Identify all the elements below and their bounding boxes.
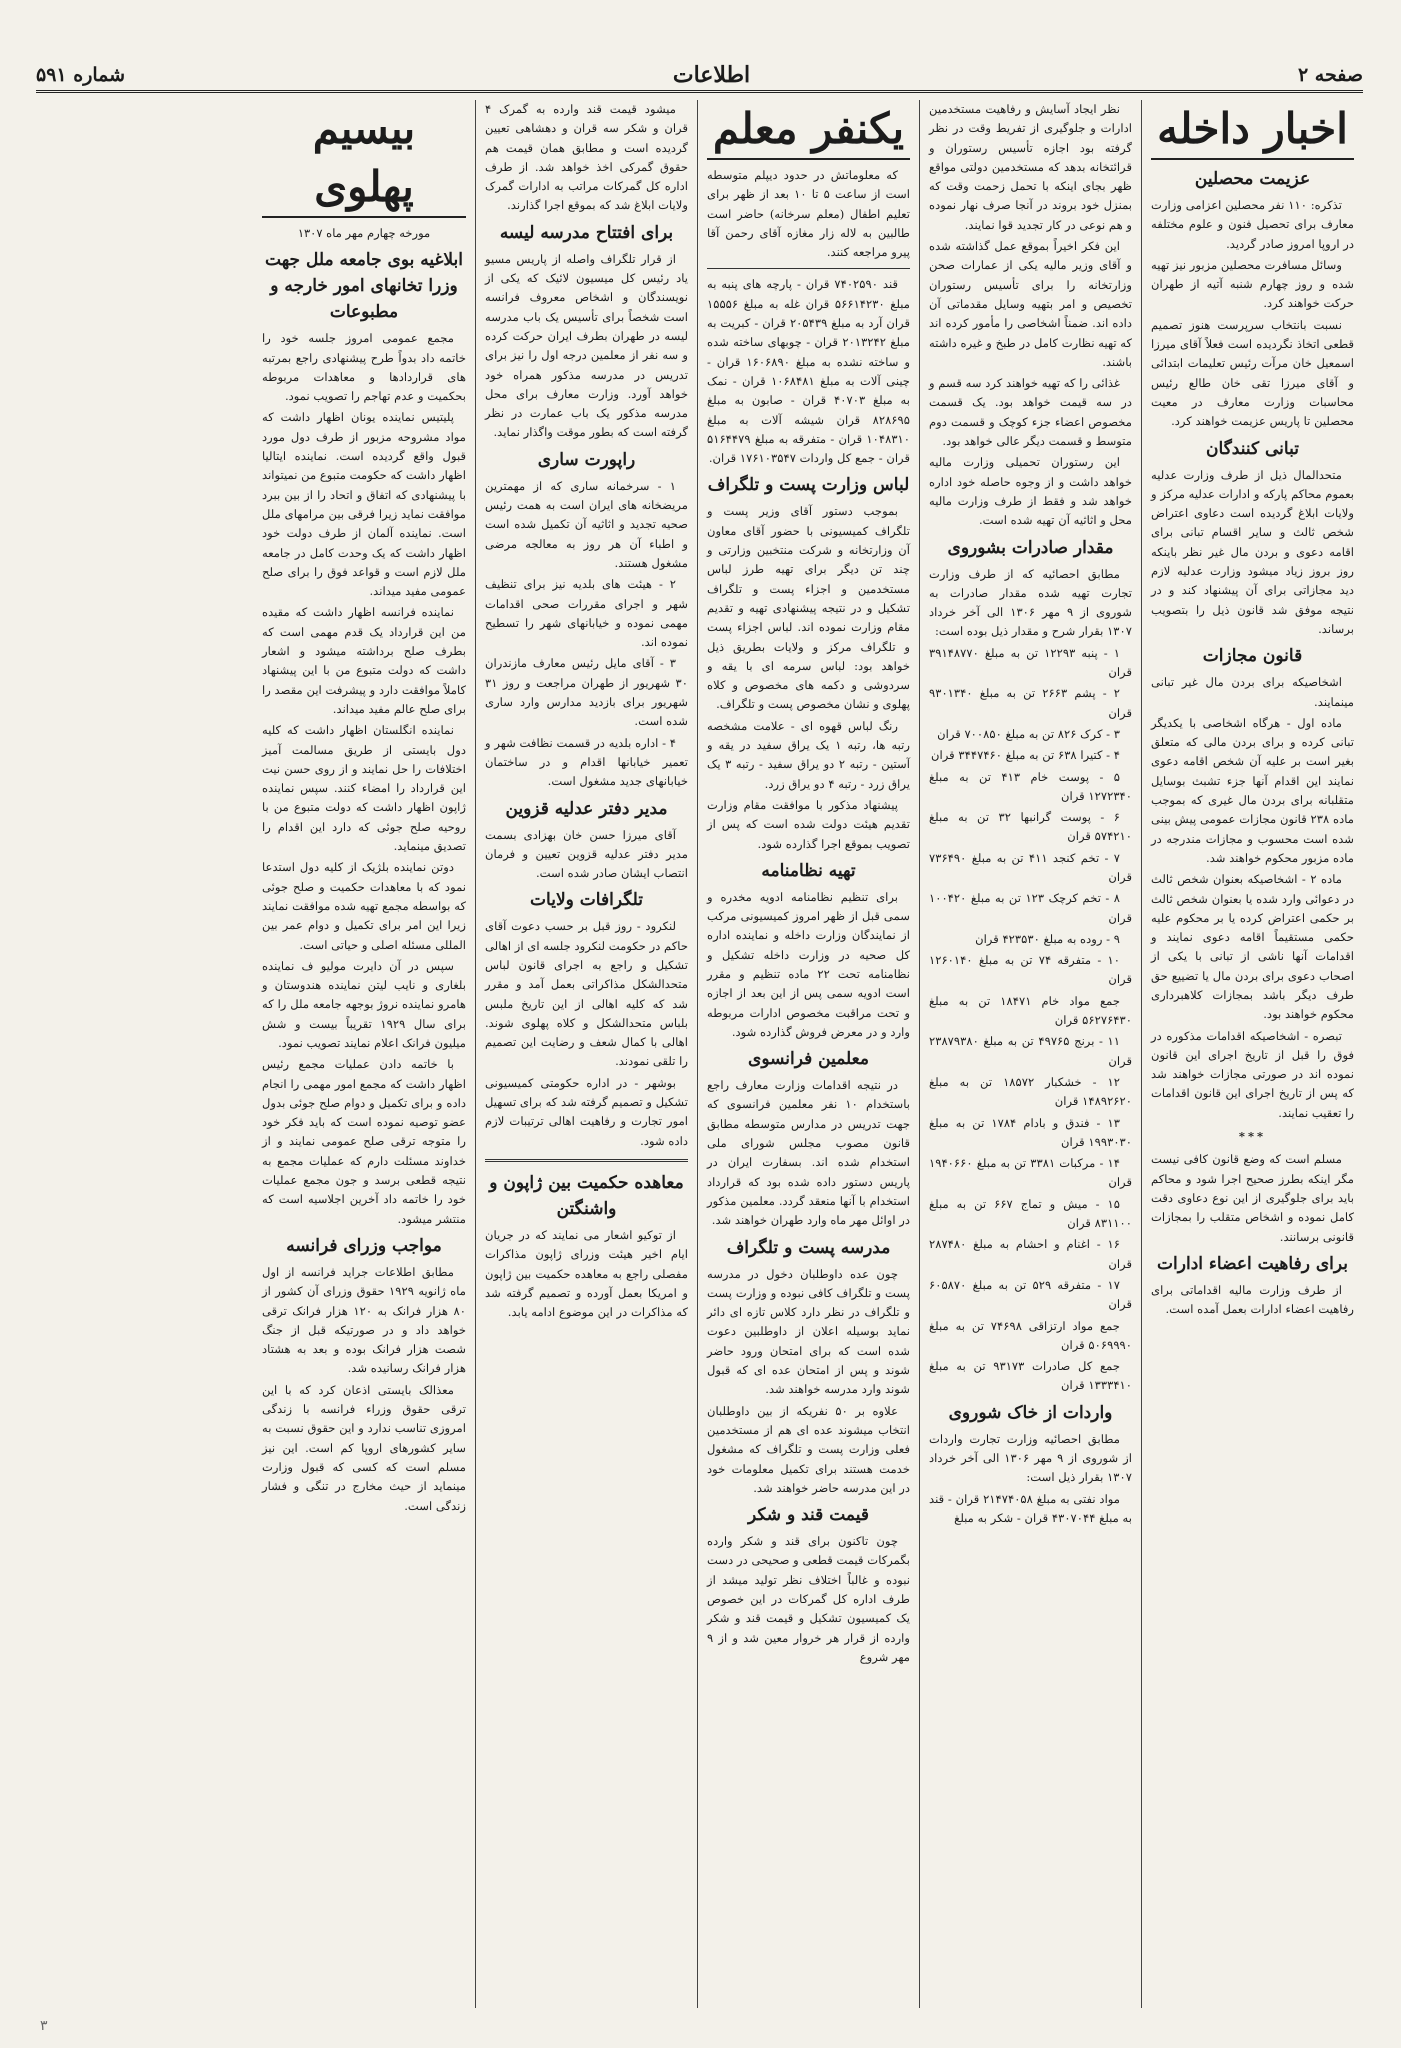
article-text: پیشنهاد مذکور با موافقت مقام وزارت تقدیم هیئت دولت شده است که پس از تصویب بموقع اجرا گذارده شود. bbox=[707, 797, 910, 851]
article-text: این فکر اخیراً بموقع عمل گذاشته شده و آقای وزیر مالیه یکی از عمارات صحن وزارتخانه را برای تأسیس رستوران تخصیص و امر بتهیه وسایل مقدماتی آن داده اند. ضمناً اشخاصی را مأمور کرده اند که تهیه نظارت کامل در طبخ و غیره داشته باشند. bbox=[929, 239, 1132, 369]
headline-staff-welfare: برای رفاهیت اعضاء ادارات bbox=[1157, 1253, 1348, 1274]
headline-students-departure: عزیمت محصلین bbox=[1194, 169, 1311, 189]
article-text: در نتیجه اقدامات وزارت معارف راجع باستخدام ۱۰ نفر معلمین فرانسوی که جهت تدریس در مدارس متوسطه مطابق قانون مصوب مجلس شورای ملی استخدام شده اند. بسفارت ایران در پاریس دستور داده شده بود که قرارداد استخدام با آنها منعقد گردد. معلمین مذکور در اوائل مهر ماه وارد طهران خواهند شد. bbox=[707, 1078, 910, 1228]
headline-sari-report: راپورت ساری bbox=[537, 449, 636, 470]
article-text: معذالک بایستی اذعان کرد که با این ترقی حقوق وزراء فرانسه با زندگی امروزی تناسب ندارد و این حقوق نسبت به سایر کشورهای اروپا کم است. این نیز مسلم است که کسی که قبول وزارت مینماید از حیث مخارج در تنگی و فشار زندگی است. bbox=[262, 1382, 466, 1513]
article-text: این رستوران تحمیلی وزارت مالیه خواهد داشت و از وجوه حاصله خود اداره خواهد شد و فقط از طرف وزارت مالیه محل و اثاثیه آن تهیه شده است. bbox=[929, 455, 1132, 528]
article-text: چون تاکنون برای قند و شکر وارده بگمرکات قیمت قطعی و صحیحی در دست نبوده و غالباً اختلاف نظر تولید میشد از طرف اداره کل گمرکات در این خصوص یک کمیسیون تشکیل و قیمت قند و شکر وارده از قرار هر خروار معین شد و از ۹ مهر شروع bbox=[707, 1534, 910, 1664]
article-text: از طرف وزارت مالیه اقداماتی برای رفاهیت اعضاء ادارات بعمل آمده است. bbox=[1151, 1282, 1354, 1317]
export-item: ۱۵ - میش و تماج ۶۶۷ تن به مبلغ ۸۳۱۱۰۰ قران bbox=[929, 1196, 1132, 1231]
export-item: ۱۱ - برنج ۴۹۷۶۵ تن به مبلغ ۲۳۸۷۹۳۸۰ قران bbox=[929, 1034, 1132, 1068]
headline-colluders: تبانی کنندگان bbox=[1206, 438, 1299, 459]
article-text: ۳ - آقای مایل رئیس معارف مازندران ۳۰ شهریور از طهران مراجعت و روز ۳۱ شهریور برای بازدید مدارس وارد ساری شده است. bbox=[485, 656, 688, 729]
article-text: پلیتیس نماینده یونان اظهار داشت که مواد مشروحه مزبور از طرف دول مورد قبول واقع گردیده است. نماینده ایتالیا اظهار داشت که حکومت متبوع من نمیتواند با پیشنهادی که اتفاق و اتحاد را از بین ببرد موافقت نماید زیرا فرقی بین مرامهای ملل است. نماینده آلمان از طرف دولت خود اظهار داشت که یک وحدت کامل در جامعه ملل لازم است و قواعد فوق را برای صلح عمومی مفید میداند. bbox=[261, 410, 466, 599]
article-text: مواد نفتی به مبلغ ۲۱۴۷۴۰۵۸ قران - قند به مبلغ ۴۳۰۷۰۴۴ قران - شکر به مبلغ bbox=[929, 1491, 1132, 1525]
domestic-news-title: اخبار داخله bbox=[1151, 100, 1354, 160]
page-mark: ۳ bbox=[40, 2018, 48, 2034]
export-item: ۷ - تخم کنجد ۴۱۱ تن به مبلغ ۷۳۶۴۹۰ قران bbox=[929, 850, 1132, 884]
headline-french-teachers: معلمین فرانسوی bbox=[748, 1049, 869, 1070]
article-text: متحدالمال ذیل از طرف وزارت عدلیه بعموم محاکم پارکه و ادارات عدلیه مرکز و ولایات ابلاغ گردیده است دعاوی اعتراض شخص ثالث و سایر اقسام تبانی برای اقامه دعوی و بردن مال غیر نظر باینکه روز بروز زیاد میشود وزارت عدلیه لازم دید مجازاتی برای آن پیشنهاد کند و در نتیجه موفق شد قانون ذیل را بتصویب برساند. bbox=[1151, 467, 1354, 636]
export-item: ۱۰ - متفرقه ۷۴ تن به مبلغ ۱۲۶۰۱۴۰ قران bbox=[929, 953, 1132, 987]
headline-arbitration-treaty: معاهده حکمیت بین ژاپون و واشنگتن bbox=[489, 1172, 684, 1219]
article-text: ۴ - اداره بلدیه در قسمت نظافت شهر و تعمیر خیابانها اقدام و در ساختمان خیابانهای جدید مشغول است. bbox=[485, 735, 688, 789]
article-text: رنگ لباس قهوه ای - علامت مشخصه رتبه ها، رتبه ۱ یک یراق سفید در یقه و آستین - رتبه ۲ دو یراق سفید - رتبه ۳ یک یراق زرد - رتبه ۴ دو یراق زرد. bbox=[707, 718, 911, 791]
export-total: جمع مواد خام ۱۸۴۷۱ تن به مبلغ ۵۶۲۷۶۴۳۰ قران bbox=[929, 993, 1132, 1028]
article-text: غذائی را که تهیه خواهند کرد سه قسم و در سه قیمت خواهد بود. یک قسمت مخصوص اعضاء جزء کوچک و قسمت دوم متوسط و قسمت دیگر عالی خواهد بود. bbox=[929, 376, 1132, 449]
headline-exports-to-soviet: مقدار صادرات بشوروی bbox=[947, 537, 1114, 558]
article-text: مطابق اطلاعات جراید فرانسه از اول ماه ژانویه ۱۹۲۹ حقوق وزرای آن کشور از ۸۰ هزار فرانک به ۱۲۰ هزار فرانک ترقی خواهد داد و در صورتیکه قبل از جنگ شصت هزار فرانک بوده و بعد به هشتاد هزار فرانک رسانیده شد. bbox=[262, 1264, 466, 1376]
headline-post-school: مدرسه پست و تلگراف bbox=[726, 1237, 891, 1258]
article-text: بوشهر - در اداره حکومتی کمیسیونی تشکیل و تصمیم گرفته شد که برای تسهیل امور تجارت و رفاهیت اهالی ترتیبات لازم داده شود. bbox=[485, 1075, 688, 1148]
article-text: قند ۷۴۰۲۵۹۰ قران - پارچه های پنبه به مبلغ ۵۶۶۱۴۲۳۰ قران غله به مبلغ ۱۵۵۵۶ قران آرد به مبلغ ۲۰۵۴۳۹ قران - کبریت به مبلغ ۲۰۱۳۲۴۲ قران - چوبهای ساخته شده و ساخته نشده به مبلغ ۱۶۰۶۸۹۰ قران - چینی آلات به مبلغ ۱۰۶۸۴۸۱ قران - نمک به مبلغ ۴۰۷۰۳ قران - صابون به مبلغ ۸۲۸۶۹۵ قران شیشه آلات به مبلغ ۱۰۴۸۳۱۰ قران - متفرقه به مبلغ ۵۱۶۴۴۷۹ قران - جمع کل واردات ۱۷۶۱۰۳۵۴۷ قران. bbox=[707, 277, 911, 466]
issue-number: شماره ۵۹۱ bbox=[36, 64, 126, 86]
article-text: مجمع عمومی امروز جلسه خود را خاتمه داد بدواً طرح پیشنهادی راجع بمرتبه های قراردادها و معاهدات مربوطه بحکمیت و عدم تهاجم را تصویب نمود. bbox=[262, 331, 466, 404]
headline-qazvin-justice: مدیر دفتر عدلیه قزوین bbox=[505, 798, 668, 819]
article-text: ماده اول - هرگاه اشخاصی با یکدیگر تبانی کرده و برای بردن مالی که متعلق بغیر است بر علیه آن شخص اقامه دعوی نمایند این اقدام آنها جزء تشبث بوسایل متقلبانه برای بردن مال غیری که بموجب ماده ۲۳۸ قانون مجازات عمومی پیش بینی شده است محسوب و مجازات مندرجه در ماده مزبور محکوم خواهند شد. bbox=[1151, 715, 1354, 865]
column-domestic-news bbox=[1141, 100, 1363, 2008]
export-total: جمع کل صادرات ۹۳۱۷۳ تن به مبلغ ۱۳۳۳۴۱۰ قران bbox=[929, 1359, 1132, 1393]
export-item: ۹ - روده به مبلغ ۴۲۳۵۳۰ قران bbox=[975, 931, 1120, 946]
article-text: تبصره - اشخاصیکه اقدامات مذکوره در فوق را قبل از تاریخ اجرای این قانون نموده اند در صورتی مجازات خواهند شد که پس از تاریخ اجرای این قانون اقدامات را تعقیب نمایند. bbox=[1151, 1028, 1354, 1120]
article-text: نماینده فرانسه اظهار داشت که مقیده من این قرارداد یک قدم مهمی است که بطرف صلح برداشته میشود و اشعار داشت که دولت متبوع من با این پیشنهاد کاملاً موافقت دارد و پیشرفت این مقصد را برای صلح عالم مفید میداند. bbox=[262, 605, 466, 716]
export-total: جمع مواد ارتزاقی ۷۴۶۹۸ تن به مبلغ ۵۰۶۹۹۹۰ قران bbox=[929, 1318, 1132, 1352]
export-item: ۲ - پشم ۲۶۶۳ تن به مبلغ ۹۳۰۱۳۴۰ قران bbox=[929, 686, 1132, 720]
article-text: نسبت بانتخاب سرپرست هنوز تصمیم قطعی اتخاذ نگردیده است فعلاً آقای میرزا اسمعیل خان مرآت رئیس تعلیمات ابتدائی و آقای میرزا تقی خان طالع رئیس محاسبات وزارت معارف در معیت محصلین تا پاریس عزیمت خواهند کرد. bbox=[1151, 317, 1354, 429]
article-text: ۱ - سرخمانه ساری که از مهمترین مریضخانه های ایران است به همت رئیس صحیه تجدید و اثاثیه آن تکمیل شده است و اطباء آن هر روز به معالجه مرضی مشغول هستند. bbox=[485, 478, 688, 570]
article-text: نظر ایجاد آسایش و رفاهیت مستخدمین ادارات و جلوگیری از تفریط وقت در نظر گرفته بود اجازه تأسیس رستوران و قرائتخانه بدهد که مستخدمین دولتی مواقع ظهر بجای اینکه با تحمل زحمت وقت که بمنزل خود بروند در آنجا صرف نهار نموده و هم نوعی در کار تجدید قوا نمایند. bbox=[929, 102, 1132, 232]
article-text: وسائل مسافرت محصلین مزبور نیز تهیه شده و روز چهارم شنبه آتیه از طهران حرکت خواهند کرد. bbox=[1151, 257, 1354, 311]
article-text: چون عده داوطلبان دخول در مدرسه پست و تلگراف کافی نبوده و وزارت پست و تلگراف در نظر دارد کلاس تازه ای دائر نماید بوسیله اعلان از داوطلبین دعوت شده است که برای امتحان ورود حاضر شوند و پس از امتحان عده ای که قبول شوند وارد مدرسه خواهند شد. bbox=[707, 1266, 910, 1397]
headline-penalty-law: قانون مجازات bbox=[1202, 646, 1303, 667]
divider bbox=[485, 1159, 688, 1162]
export-item: ۱۳ - فندق و بادام ۱۷۸۴ تن به مبلغ ۱۹۹۳۰۳۰ قران bbox=[929, 1115, 1132, 1149]
export-item: ۴ - کتیرا ۶۳۸ تن به مبلغ ۳۴۴۷۴۶۰ قران bbox=[931, 748, 1120, 763]
article-text: میشود قیمت قند وارده به گمرک ۴ قران و شکر سه قران و دهشاهی تعیین گردیده است و مطابق همان قیمت هم حقوق گمرکی اخذ خواهد شد. از طرف اداره کل گمرکات مراتب به ادارات گمرک ولایات ابلاغ شد که بموقع اجرا گذارند. bbox=[485, 102, 688, 213]
column-teacher-ad bbox=[697, 100, 919, 2008]
headline-regulation: تهیه نظامنامه bbox=[761, 860, 856, 881]
article-text: ماده ۲ - اشخاصیکه بعنوان شخص ثالث در دعوائی وارد شده یا بعنوان شخص ثالث بر حکمی اعتراض کرده یا بر محکوم علیه حکمی مستقیماً اقامه دعوی نمایند و اقدامات آنها ناشی از تبانی با یکی از اصحاب دعوی برای بردن مال یا تضییع حق طرف دیگر باشد بمجازات کلاهبرداری محکوم خواهند بود. bbox=[1151, 872, 1354, 1022]
column-lycee bbox=[475, 100, 697, 2008]
article-text: ۲ - هیئت های بلدیه نیز برای تنظیف شهر و اجرای مقررات صحی اقدامات مهمی نموده و خیابانهای شهر را تسطیح نموده اند. bbox=[485, 577, 688, 650]
headline-post-uniform: لباس وزارت پست و تلگراف bbox=[707, 475, 910, 496]
ad-title-teacher: یکنفر معلم bbox=[707, 100, 910, 160]
article-text: سپس در آن دایرت مولیو ف نماینده بلغاری و نایب لیتن نماینده هندوستان و هامرو نماینده نروژ بوجهه جامعه ملل را که برای سال ۱۹۲۹ تقریباً بیست و شش میلیون فرانک اعلام نمایند تصویب نمود. bbox=[262, 958, 466, 1050]
export-item: ۸ - تخم کرچک ۱۲۳ تن به مبلغ ۱۰۰۴۲۰ قران bbox=[929, 891, 1132, 925]
headline-lycee-opening: برای افتتاح مدرسه لیسه bbox=[499, 222, 674, 243]
article-text: اشخاصیکه برای بردن مال غیر تبانی مینمایند. bbox=[1151, 675, 1354, 709]
article-text: لنکرود - روز قبل بر حسب دعوت آقای حاکم در حکومت لنکرود جلسه ای از اهالی تشکیل و راجع به اجرای قانون لباس متحدالشکل مذاکراتی بعمل آمد و مقرر شد که کلیه اهالی از این تاریخ ملبس بلباس متحدالشکل و کلاه پهلوی شوند. اهالی با کمال شعف و رضایت این تصمیم را تلقی نمودند. bbox=[485, 919, 688, 1069]
export-item: ۳ - کرک ۸۲۶ تن به مبلغ ۷۰۰۸۵۰ قران bbox=[937, 726, 1120, 741]
export-item: ۱۲ - خشکبار ۱۸۵۷۲ تن به مبلغ ۱۴۸۹۲۶۲۰ قران bbox=[929, 1074, 1132, 1109]
article-text: مطابق احصائیه وزارت تجارت واردات از شوروی از ۹ مهر ۱۳۰۶ الی آخر خرداد ۱۳۰۷ بقرار ذیل است: bbox=[929, 1431, 1133, 1485]
wireless-news-title: بیسیم پهلوی bbox=[262, 100, 466, 218]
article-text: نماینده انگلستان اظهار داشت که کلیه دول بایستی از طریق مسالمت آمیز اختلافات را حل نمایند و از روی حسن نیت این قرارداد را امضاء کنند. سپس نماینده ژاپون اظهار داشت که دولت متبوع من با روحیه صلح جوئی که دارد این اقدام را تصدیق مینماید. bbox=[262, 723, 466, 854]
export-item: ۱ - پنبه ۱۲۲۹۳ تن به مبلغ ۳۹۱۴۸۷۷۰ قران bbox=[929, 645, 1132, 680]
export-item: ۱۷ - متفرقه ۵۲۹ تن به مبلغ ۶۰۵۸۷۰ قران bbox=[929, 1277, 1132, 1312]
newspaper-name: اطلاعات bbox=[672, 62, 751, 88]
article-text: مسلم است که وضع قانون کافی نیست مگر اینکه بطرز صحیح اجرا شود و محاکم باید برای جلوگیری از این نوع دعاوی دقت کامل نموده و اشخاص متقلب را بمجازات قانونی برسانند. bbox=[1151, 1152, 1354, 1244]
headline-french-ministers-salary: مواجب وزرای فرانسه bbox=[286, 1235, 442, 1256]
column-exports bbox=[919, 100, 1141, 2008]
headline-provincial-telegrams: تلگرافات ولایات bbox=[530, 890, 643, 911]
article-text: دوتن نماینده بلژیک از کلیه دول استدعا نمود که با معاهدات حکمیت و صلح جوئی که بواسطه مجمع تهیه شده موافقت نمایند زیرا این امر برای تکمیل و دوام عمر بین المللی مسئله اصلی و حیاتی است. bbox=[262, 860, 466, 952]
column-pahlavi-wireless bbox=[253, 100, 475, 2008]
article-text: تذکره: ۱۱۰ نفر محصلین اعزامی وزارت معارف برای تحصیل فنون و علوم مختلفه در اروپا امروز صادر گردید. bbox=[1151, 198, 1354, 251]
headline-imports-from-soviet: واردات از خاک شوروی bbox=[948, 1402, 1113, 1423]
export-item: ۵ - پوست خام ۴۱۳ تن به مبلغ ۱۲۷۲۳۴۰ قران bbox=[929, 769, 1132, 803]
article-text: علاوه بر ۵۰ نفریکه از بین داوطلبان انتخاب میشوند عده ای هم از مستخدمین فعلی وزارت پست و تلگراف که مشغول خدمت هستند برای تکمیل معلومات خود در این مدرسه حاضر خواهند شد. bbox=[707, 1403, 910, 1495]
page-number: صفحه ۲ bbox=[1297, 64, 1363, 86]
export-item: ۶ - پوست گرانبها ۳۲ تن به مبلغ ۵۷۴۲۱۰ قران bbox=[929, 810, 1132, 844]
article-text: از قرار تلگراف واصله از پاریس مسیو یاد رئیس کل میسیون لائیک که یکی از نویسندگان و اشخاص معروف فرانسه است شخصاً برای تأسیس یک باب مدرسه لیسه در طهران بطرف ایران حرکت کرده و سه نفر از معلمین درجه اول را نیز برای تدریس در مدرسه مذکور همراه خود خواهد آورد. وزارت معارف برای محل مدرسه مذکور یک باب عمارت در نظر گرفته است که بطور موقت واگذار نماید. bbox=[485, 251, 688, 440]
page-header bbox=[36, 60, 1363, 93]
export-item: ۱۴ - مرکبات ۳۳۸۱ تن به مبلغ ۱۹۴۰۶۶۰ قران bbox=[929, 1156, 1132, 1190]
headline-sugar-price: قیمت قند و شکر bbox=[748, 1505, 869, 1526]
article-text: برای تنظیم نظامنامه ادویه مخدره و سمی قبل از ظهر امروز کمیسیونی مرکب از نمایندگان وزارت داخله و نماینده اداره کل صحیه در وزارت داخله تشکیل و نظامنامه تحت ۲۲ ماده تنظیم و مقرر است ادویه سمی پس از این بعد از اجازه و تحت مراقبت مخصوص ادارات مربوطه وارد و در معرض فروش گذارده شود. bbox=[707, 889, 911, 1039]
columns bbox=[36, 100, 1363, 2008]
divider bbox=[707, 268, 910, 269]
export-item: ۱۶ - اغنام و احشام به مبلغ ۲۸۷۴۸۰ قران bbox=[929, 1237, 1132, 1271]
article-text: مطابق احصائیه که از طرف وزارت تجارت تهیه شده مقدار صادرات به شوروی از ۹ مهر ۱۳۰۶ الی آخر خرداد ۱۳۰۷ بقرار شرح و مقدار ذیل بوده است: bbox=[929, 566, 1132, 639]
ad-text: که معلوماتش در حدود دیپلم متوسطه است از ساعت ۵ تا ۱۰ بعد از ظهر برای تعلیم اطفال (معلم سرخانه) حاضر است طالبین به لاله زار مغازه آقای رحمن آقا پیرو مراجعه کنند. bbox=[707, 168, 910, 260]
section-separator: *** bbox=[1238, 1129, 1267, 1144]
dateline: مورخه چهارم مهر ماه ۱۳۰۷ bbox=[297, 226, 431, 240]
headline-league-of-nations: ابلاغیه بوی جامعه ملل جهت وزرا تخانهای امور خارجه و مطبوعات bbox=[265, 250, 463, 323]
article-text: بموجب دستور آقای وزیر پست و تلگراف کمیسیونی با حضور آقای معاون آن وزارتخانه و شرکت منتخبین وزارتی و چند تن دیگر برای تهیه طرز لباس مستخدمین و اجزاء پست و تلگراف تشکیل و در نتیجه پیشنهادی تهیه و تقدیم مقام وزارت نموده اند. لباس اجزاء پست و تلگراف مرکز و ولایات بطریق ذیل خواهد بود: لباس سرمه ای با یقه و سردوشی و دکمه های مخصوص و کلاه پهلوی و نشان مخصوص پست و تلگراف. bbox=[707, 504, 910, 712]
article-text: آقای میرزا حسن خان بهزادی بسمت مدیر دفتر عدلیه قزوین تعیین و فرمان انتصاب ایشان صادر شده است. bbox=[485, 827, 688, 881]
article-text: با خاتمه دادن عملیات مجمع رئیس اظهار داشت که مجمع امور مهمی را انجام داده و برای تکمیل و دوام صلح جوئی بدول عضو توصیه نموده است که باید فکر خود را متوجه ترقی صلح عمومی نمایند و از خداوند مسئلت دارم که عملیات مجمع به نتیجه قطعی برسد و جون مجمع عملیات خود را خاتمه داد آخرین اجلاسیه است که منتشر میشود. bbox=[262, 1057, 466, 1226]
article-text: از توکیو اشعار می نمایند که در جریان ایام اخیر هیئت وزرای ژاپون مذاکرات مفصلی راجع به معاهده حکمیت بین ژاپون و امریکا بعمل آورده و تصمیم گرفته شد که مذاکرات در این موضوع ادامه یابد. bbox=[485, 1227, 688, 1320]
